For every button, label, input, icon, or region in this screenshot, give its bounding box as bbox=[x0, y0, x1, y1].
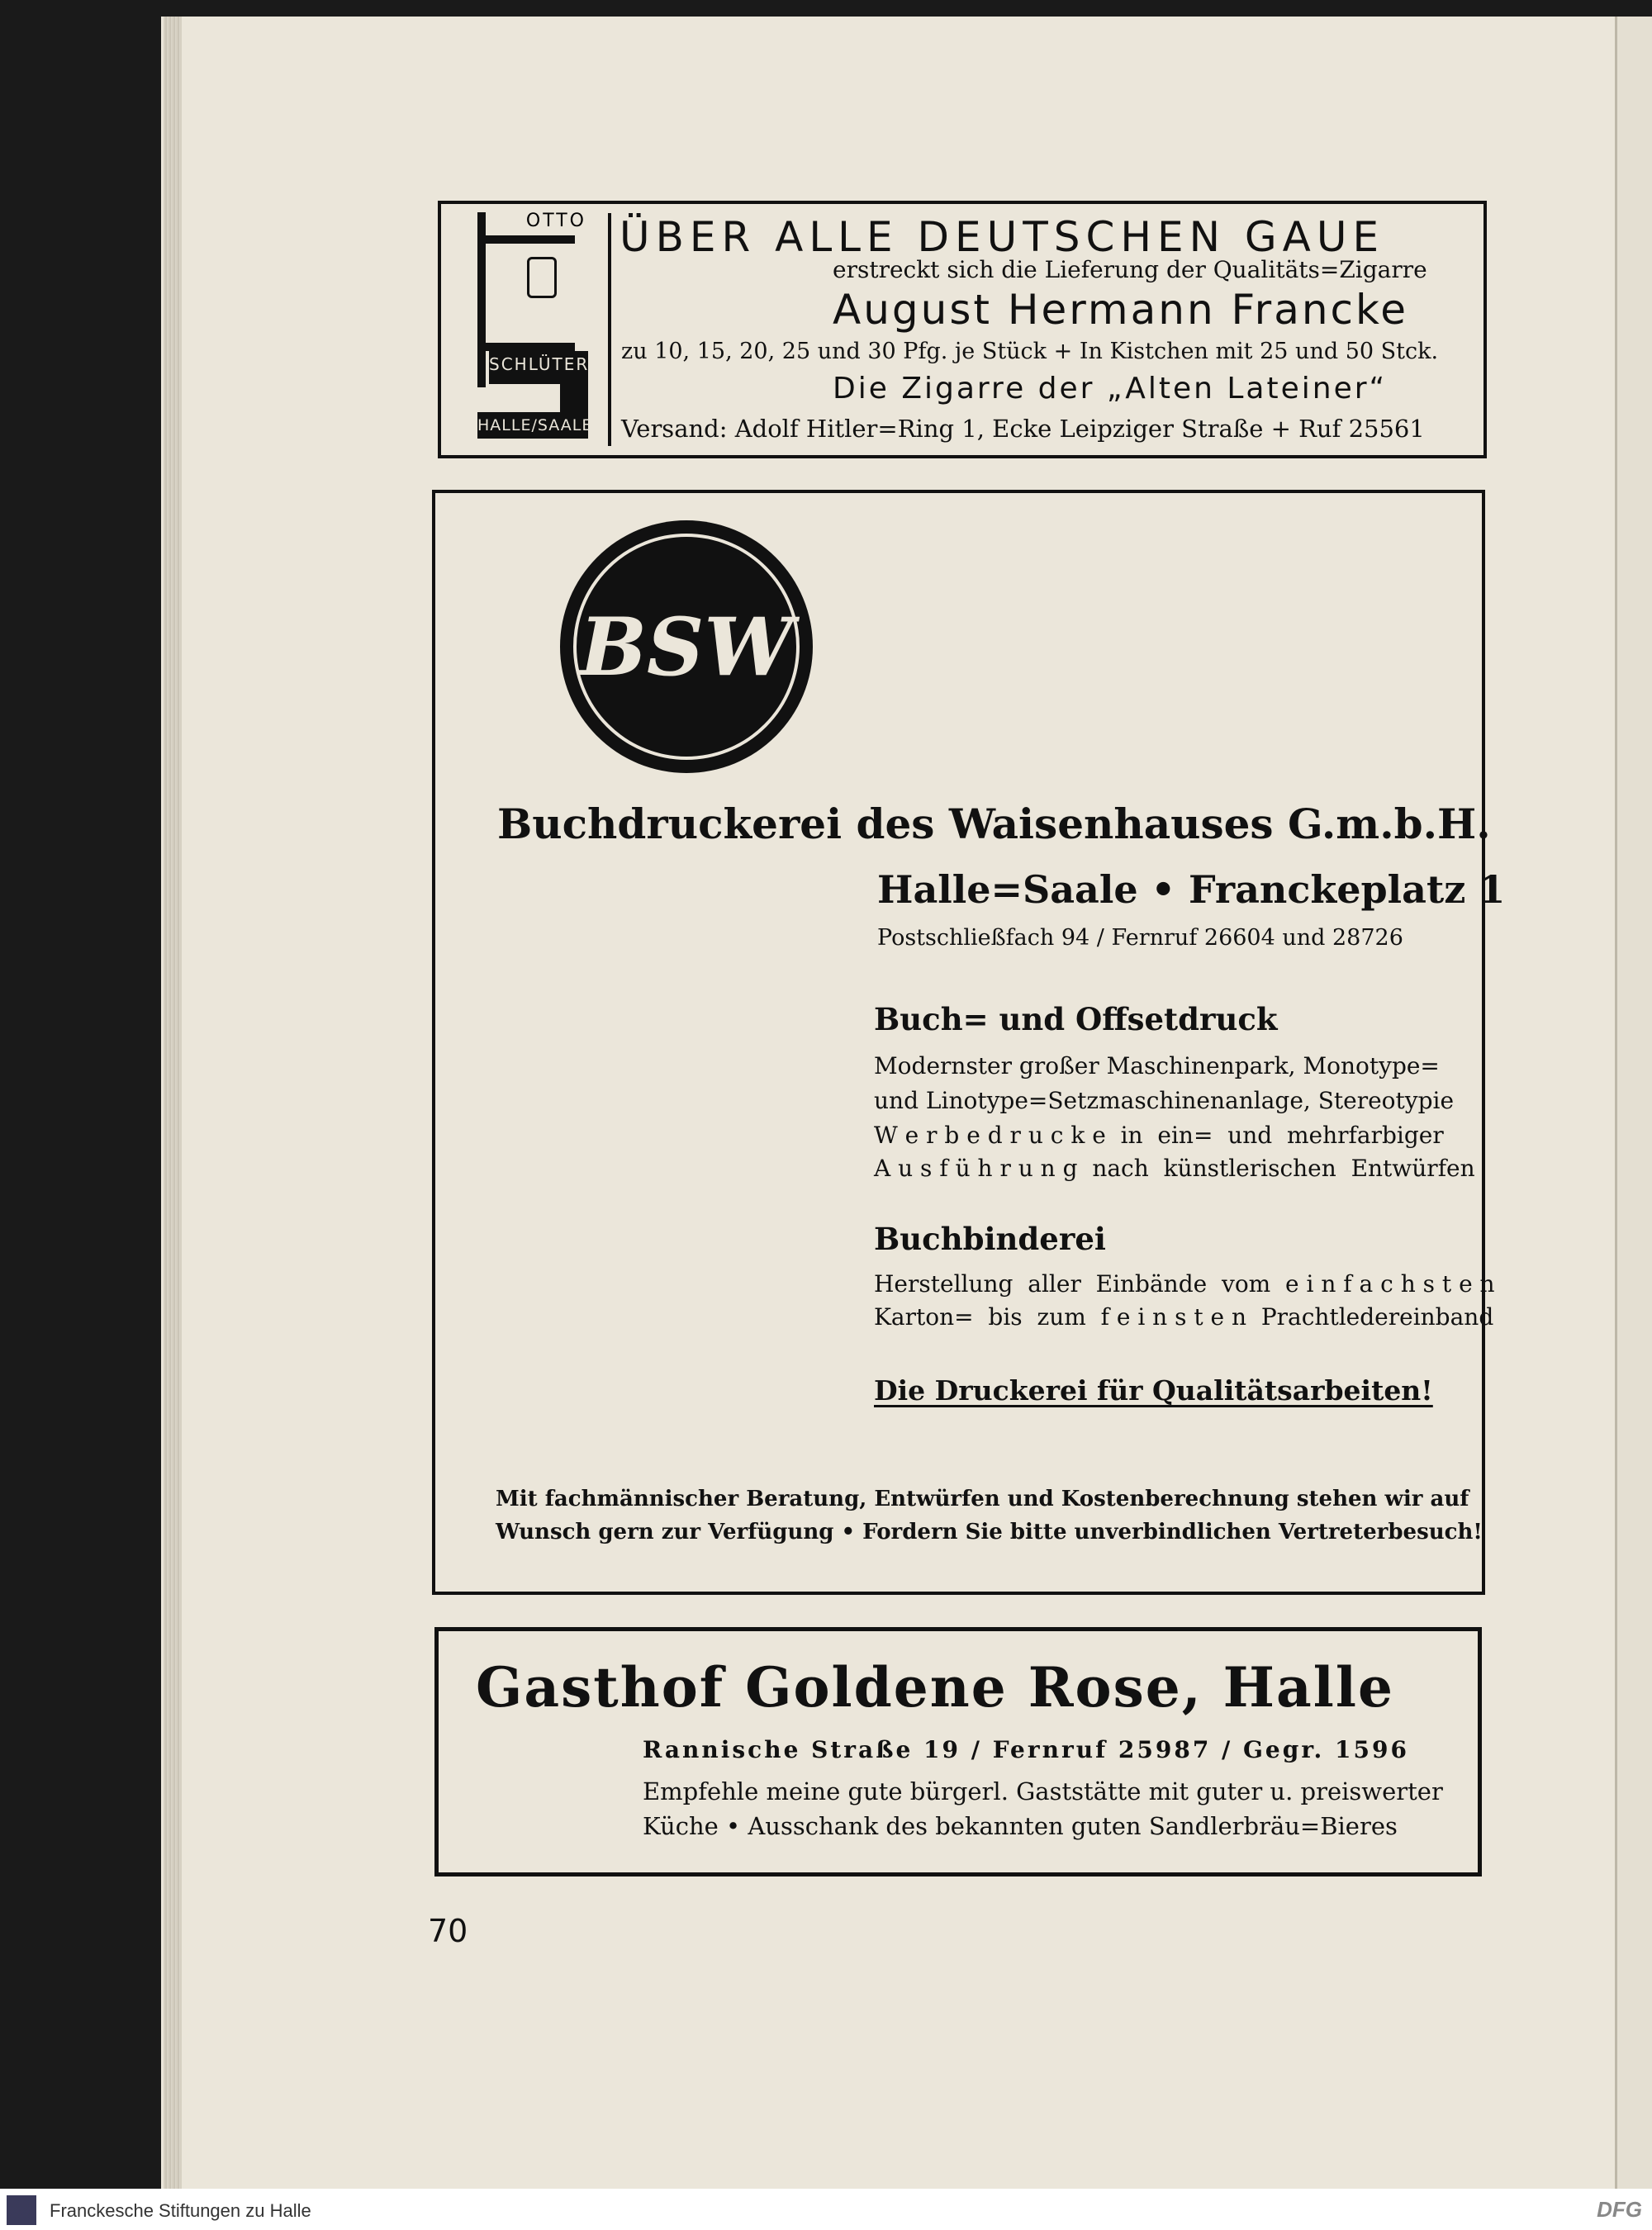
ad1-shipping: Versand: Adolf Hitler=Ring 1, Ecke Leipziger Straße + Ruf 25561 bbox=[621, 415, 1425, 443]
ad2-bottom-line: Wunsch gern zur Verfügung • Fordern Sie bitte unverbindlichen Vertreterbesuch! bbox=[496, 1520, 1483, 1544]
institution-name: Franckesche Stiftungen zu Halle bbox=[50, 2200, 311, 2221]
section1-line: A u s f ü h r u n g nach künstlerischen Entwürfen bbox=[874, 1155, 1475, 1182]
page-number: 70 bbox=[428, 1913, 468, 1949]
logo-halle-text: HALLE/SAALE bbox=[477, 412, 588, 439]
ad1-headline: ÜBER ALLE DEUTSCHEN GAUE bbox=[620, 213, 1385, 261]
section2-line: Herstellung aller Einbände vom e i n f a c h s t e n bbox=[874, 1270, 1495, 1298]
gasthof-title: Gasthof Goldene Rose, Halle bbox=[476, 1655, 1394, 1720]
ad2-company-name: Buchdruckerei des Waisenhauses G.m.b.H. bbox=[497, 799, 1491, 848]
viewer-footer bbox=[0, 2189, 1652, 2230]
logo-schlueter-text: SCHLÜTER bbox=[489, 354, 590, 374]
section1-line: und Linotype=Setzmaschinenanlage, Stereotypie bbox=[874, 1087, 1455, 1114]
logo-otto-text: OTTO bbox=[525, 211, 586, 231]
ad2-contact: Postschließfach 94 / Fernruf 26604 und 28726 bbox=[877, 925, 1403, 951]
ad1-divider bbox=[608, 213, 611, 446]
ad1-tagline: Die Zigarre der „Alten Lateiner“ bbox=[833, 372, 1388, 406]
gasthof-line1: Empfehle meine gute bürgerl. Gaststätte mit guter u. preiswerter bbox=[643, 1777, 1443, 1805]
gasthof-address: Rannische Straße 19 / Fernruf 25987 / Gegr. 1596 bbox=[643, 1736, 1409, 1763]
ad2-slogan: Die Druckerei für Qualitätsarbeiten! bbox=[874, 1374, 1433, 1407]
bsw-logo: BSW bbox=[573, 534, 800, 760]
section1-line: Modernster großer Maschinenpark, Monotype= bbox=[874, 1052, 1440, 1079]
section2-title: Buchbinderei bbox=[874, 1221, 1106, 1257]
section2-line: Karton= bis zum f e i n s t e n Prachtledereinband bbox=[874, 1303, 1494, 1331]
page-stack-edge bbox=[164, 17, 182, 2189]
facing-page-edge bbox=[1615, 17, 1652, 2189]
face-icon bbox=[527, 257, 557, 298]
ad1-line2: erstreckt sich die Lieferung der Qualitäts=Zigarre bbox=[833, 256, 1427, 283]
ad2-address: Halle=Saale • Franckeplatz 1 bbox=[877, 867, 1506, 912]
ad2-bottom-line: Mit fachmännischer Beratung, Entwürfen und Kostenberechnung stehen wir auf bbox=[496, 1487, 1469, 1511]
institution-logo-icon bbox=[7, 2195, 36, 2225]
dfg-logo: DFG bbox=[1597, 2197, 1642, 2222]
gasthof-line2: Küche • Ausschank des bekannten guten Sandlerbräu=Bieres bbox=[643, 1812, 1398, 1840]
ad1-francke-name: August Hermann Francke bbox=[833, 286, 1408, 334]
section1-title: Buch= und Offsetdruck bbox=[874, 1001, 1278, 1037]
otto-schlueter-logo bbox=[477, 209, 593, 439]
ad1-prices: zu 10, 15, 20, 25 und 30 Pfg. je Stück + In Kistchen mit 25 und 50 Stck. bbox=[621, 339, 1439, 364]
section1-line: W e r b e d r u c k e in ein= und mehrfarbiger bbox=[874, 1122, 1444, 1149]
